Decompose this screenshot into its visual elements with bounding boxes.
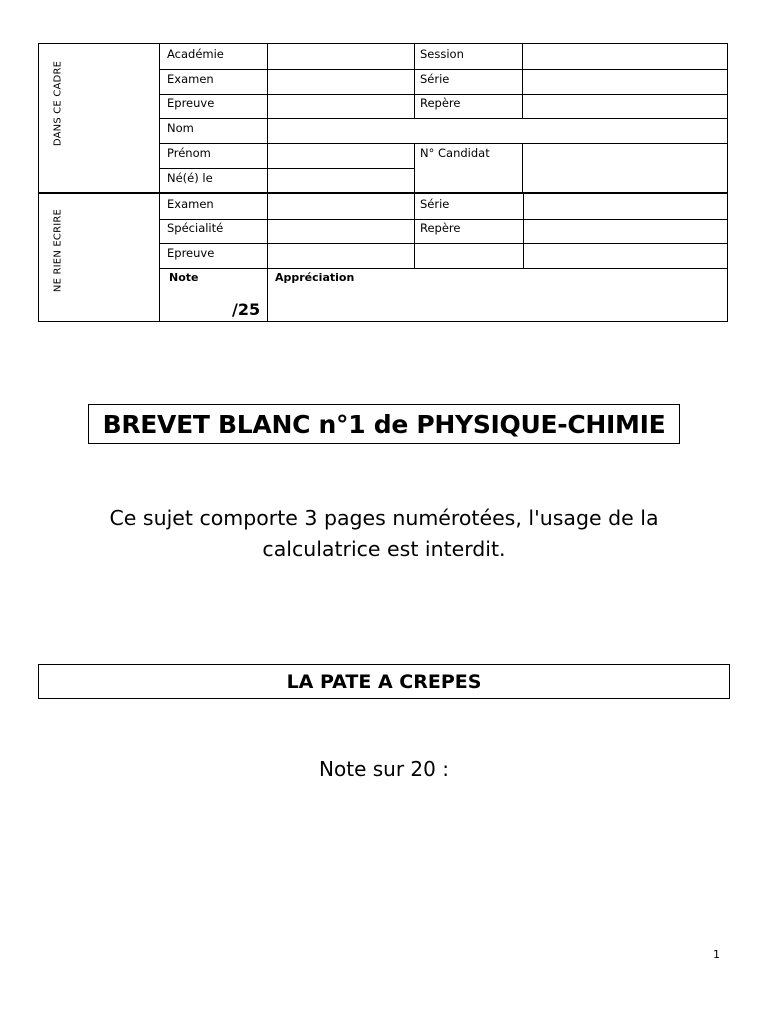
divider <box>267 44 268 118</box>
divider <box>159 243 727 244</box>
divider <box>159 69 727 70</box>
divider <box>159 94 727 95</box>
label-ne-le: Né(é) le <box>167 171 213 185</box>
label-nom: Nom <box>167 121 194 135</box>
label-appreciation: Appréciation <box>275 271 355 284</box>
block-separator <box>39 192 727 194</box>
page-number: 1 <box>713 948 720 961</box>
divider <box>159 168 414 169</box>
label-serie-2: Série <box>420 197 450 211</box>
divider <box>159 44 160 321</box>
divider <box>523 193 524 268</box>
intro-line-2: calculatrice est interdit. <box>262 537 506 561</box>
label-epreuve: Epreuve <box>167 96 215 110</box>
side-label-bottom: NE RIEN ECRIRE <box>52 208 64 293</box>
label-repere: Repère <box>420 96 461 110</box>
label-note: Note <box>169 271 199 284</box>
divider <box>159 268 727 269</box>
label-repere-2: Repère <box>420 221 461 235</box>
divider <box>414 143 415 192</box>
divider <box>414 193 415 268</box>
divider <box>267 143 268 192</box>
divider <box>522 44 523 118</box>
divider <box>522 143 523 192</box>
divider <box>414 44 415 118</box>
side-label-top: DANS CE CADRE <box>52 60 64 147</box>
note-label: Note sur 20 : <box>319 757 449 781</box>
divider <box>159 219 727 220</box>
exam-header-form <box>38 43 728 322</box>
divider <box>267 118 268 143</box>
label-specialite: Spécialité <box>167 221 224 235</box>
section-title: LA PATE A CREPES <box>38 664 730 699</box>
note-scale: /25 <box>232 300 261 319</box>
divider <box>267 193 268 321</box>
label-academie: Académie <box>167 47 224 61</box>
label-prenom: Prénom <box>167 146 211 160</box>
label-candidat: N° Candidat <box>420 146 490 160</box>
intro-line-1: Ce sujet comporte 3 pages numérotées, l'usage de la <box>109 506 659 530</box>
exam-title: BREVET BLANC n°1 de PHYSIQUE-CHIMIE <box>88 404 680 444</box>
label-examen-2: Examen <box>167 197 214 211</box>
label-epreuve-2: Epreuve <box>167 246 215 260</box>
label-examen: Examen <box>167 72 214 86</box>
divider <box>159 143 727 144</box>
divider <box>159 118 727 119</box>
label-session: Session <box>420 47 464 61</box>
label-serie: Série <box>420 72 450 86</box>
